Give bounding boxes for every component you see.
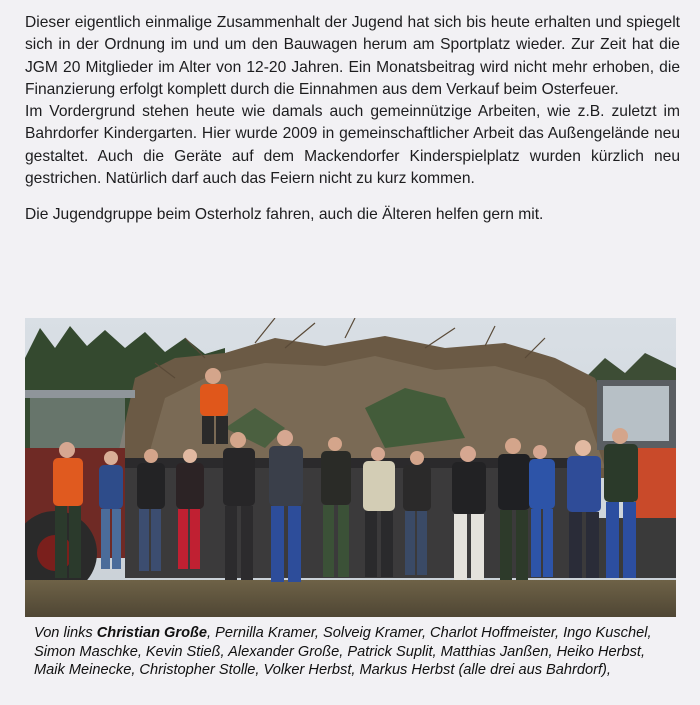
paragraph-3: Die Jugendgruppe beim Osterholz fahren, auch die Älteren helfen gern mit. xyxy=(25,206,544,224)
paragraph-2: Im Vordergrund stehen heute wie damals auch gemeinnützige Arbeiten, wie z.B. zuletzt im Bahrdorfer Kindergarten. Hier wurde 2009 in gemeinschaftlicher Arbeit das Außengelände neu gestaltet. Auch die Geräte auf dem Mackendorfer Kinderspielplatz wurden kürzlich neu gestrichen. Natürlich darf auch das Feiern nicht zu kurz kommen. xyxy=(25,103,680,188)
paragraph-1: Dieser eigentlich einmalige Zusammenhalt der Jugend hat sich bis heute erhalten und spiegelt sich in der Ordnung im und um den Bauwagen herum am Sportplatz wieder. Zur Zeit hat die JGM 20 Mitglieder im Alter von 12-20 Jahren. Ein Monatsbeitrag wird nicht mehr erhoben, die Finanzierung erfolgt komplett durch die Einnahmen aus dem Verkauf beim Osterfeuer. xyxy=(25,14,680,98)
article-body xyxy=(25,12,680,227)
photo-caption xyxy=(34,624,674,680)
caption-first-name: Christian Große xyxy=(96,625,208,641)
group-photo xyxy=(25,318,676,617)
group-photo-illustration xyxy=(25,318,676,617)
caption-prefix: Von links xyxy=(34,625,97,641)
caption-names: , Pernilla Kramer, Solveig Kramer, Charlot Hoffmeister, Ingo Kuschel, Simon Maschke, Kevin Stieß, Alexander Große, Patrick Suplit, Matthias Janßen, Heiko Herbst, Maik Meinecke, Christopher Stolle, Volker Herbst, Markus Herbst (alle drei aus Bahrdorf), xyxy=(34,625,652,679)
